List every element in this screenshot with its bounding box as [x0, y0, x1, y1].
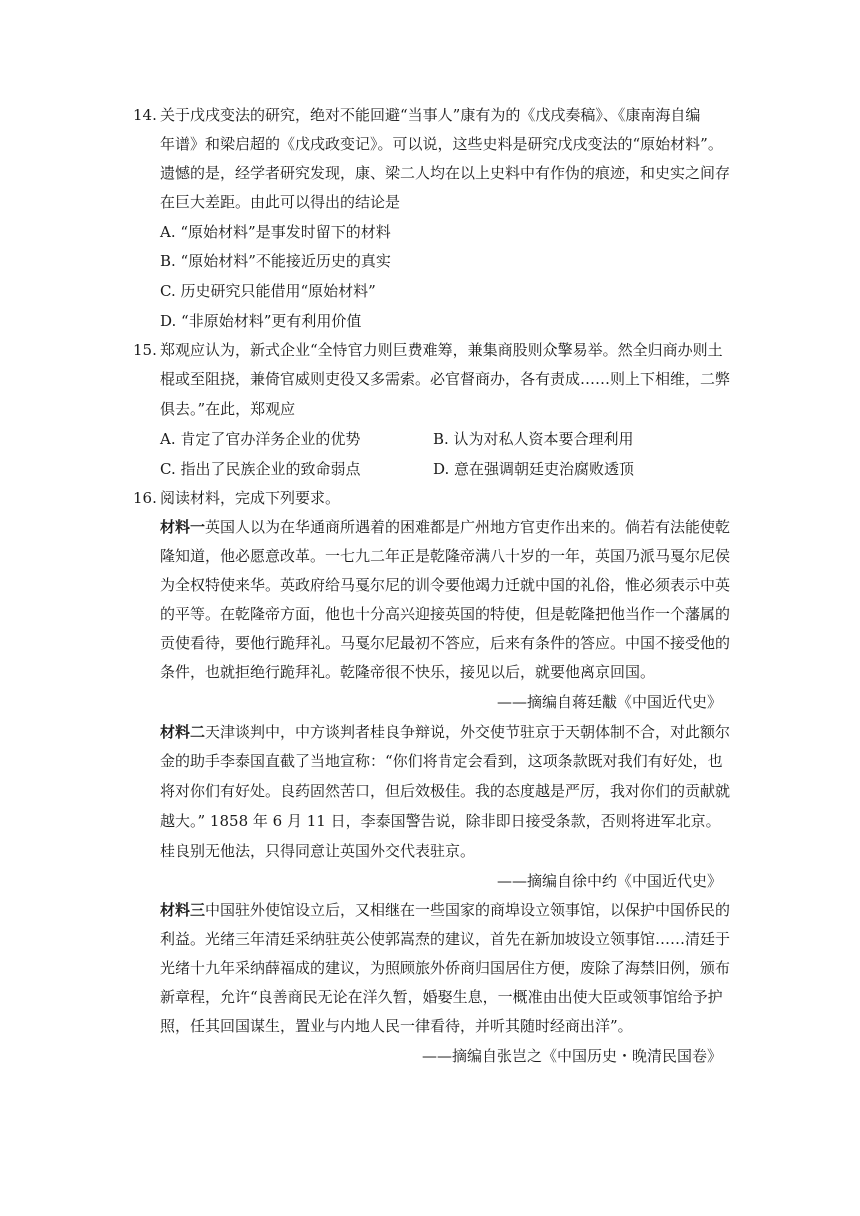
q14-option-c: C. 历史研究只能借用“原始材料” [160, 282, 376, 300]
material-2-line-4: 越大。” 1858 年 6 月 11 日，李泰国警告说，除非即日接受条款，否则将进军北京。 [160, 812, 721, 830]
q15-stem-line-3: 俱去。”在此，郑观应 [160, 400, 296, 418]
question-number-16: 16. [133, 489, 157, 507]
material-2-line-1 [160, 722, 730, 742]
material-1-label: 材料一 [160, 518, 206, 536]
material-2-text-1: 天津谈判中，中方谈判者桂良争辩说，外交使节驻京于天朝体制不合，对此额尔 [205, 723, 731, 741]
q16-intro: 阅读材料，完成下列要求。 [160, 489, 341, 507]
material-2-line-3: 将对你们有好处。良药固然苦口，但后效极佳。我的态度越是严厉，我对你们的贡献就 [160, 782, 731, 800]
q15-option-a: A. 肯定了官办洋务企业的优势 [160, 430, 361, 448]
material-2-label: 材料二 [160, 723, 206, 741]
material-2-line-5: 桂良别无他法，只得同意让英国外交代表驻京。 [160, 842, 476, 860]
material-1-line-3: 为全权特使来华。英政府给马戛尔尼的训令要他竭力迁就中国的礼俗，惟必须表示中英 [160, 576, 731, 594]
q14-option-b: B. “原始材料”不能接近历史的真实 [160, 252, 391, 270]
material-3-line-4: 新章程，允许“良善商民无论在洋久暂，婚娶生息，一概准由出使大臣或领事馆给予护 [160, 988, 723, 1006]
material-3-line-5: 照，任其回国谋生，置业与内地人民一律看待，并听其随时经商出洋”。 [160, 1017, 633, 1035]
material-1-source: ——摘编自蒋廷黻《中国近代史》 [496, 693, 722, 711]
q14-stem-line-3: 遗憾的是，经学者研究发现，康、梁二人均在以上史料中有作伪的痕迹，和史实之间存 [160, 164, 731, 182]
material-2-line-2: 金的助手李泰国直截了当地宣称：“你们将肯定会看到，这项条款既对我们有好处，也 [160, 752, 723, 770]
q15-option-b: B. 认为对私人资本要合理利用 [433, 430, 634, 448]
material-1-line-4: 的平等。在乾隆帝方面，他也十分高兴迎接英国的特使，但是乾隆把他当作一个藩属的 [160, 605, 731, 623]
q14-stem-line-1: 关于戊戌变法的研究，绝对不能回避“当事人”康有为的《戊戌奏稿》、《康南海自编 [160, 106, 701, 124]
q15-option-d: D. 意在强调朝廷吏治腐败透顶 [433, 460, 635, 478]
question-number-15: 15. [133, 341, 157, 359]
q15-stem-line-2: 棍或至阻挠，兼倚官威则吏役又多需索。必官督商办，各有责成……则上下相维，二弊 [160, 370, 731, 388]
material-1-line-6: 条件，也就拒绝行跪拜礼。乾隆帝很不快乐，接见以后，就要他离京回国。 [160, 663, 656, 681]
q15-option-c: C. 指出了民族企业的致命弱点 [160, 460, 361, 478]
material-1-line-1 [160, 517, 730, 537]
material-2-source: ——摘编自徐中约《中国近代史》 [496, 872, 722, 890]
q14-option-a: A. “原始材料”是事发时留下的材料 [160, 223, 391, 241]
material-3-text-1: 中国驻外使馆设立后，又相继在一些国家的商埠设立领事馆，以保护中国侨民的 [205, 901, 731, 919]
material-1-text-1: 英国人以为在华通商所遇着的困难都是广州地方官吏作出来的。倘若有法能使乾 [205, 518, 731, 536]
q14-stem-line-4: 在巨大差距。由此可以得出的结论是 [160, 193, 401, 211]
material-3-source: ——摘编自张岂之《中国历史・晚清民国卷》 [421, 1047, 722, 1065]
material-1-line-2: 隆知道，他必愿意改革。一七九二年正是乾隆帝满八十岁的一年，英国乃派马戛尔尼侯 [160, 547, 731, 565]
q15-stem-line-1: 郑观应认为，新式企业“全恃官力则巨费难筹，兼集商股则众擎易举。然全归商办则土 [160, 341, 723, 359]
material-3-label: 材料三 [160, 901, 206, 919]
question-number-14: 14. [133, 106, 157, 124]
material-3-line-3: 光绪十九年采纳薛福成的建议，为照顾旅外侨商归国居住方便，废除了海禁旧例，颁布 [160, 959, 731, 977]
material-1-line-5: 贡使看待，要他行跪拜礼。马戛尔尼最初不答应，后来有条件的答应。中国不接受他的 [160, 634, 731, 652]
q14-stem-line-2: 年谱》和梁启超的《戊戌政变记》。可以说，这些史料是研究戊戌变法的“原始材料”。 [160, 135, 723, 153]
material-3-line-2: 利益。光绪三年清廷采纳驻英公使郭嵩焘的建议，首先在新加坡设立领事馆……清廷于 [160, 930, 731, 948]
material-3-line-1 [160, 900, 730, 920]
q14-option-d: D. “非原始材料”更有利用价值 [160, 312, 362, 330]
